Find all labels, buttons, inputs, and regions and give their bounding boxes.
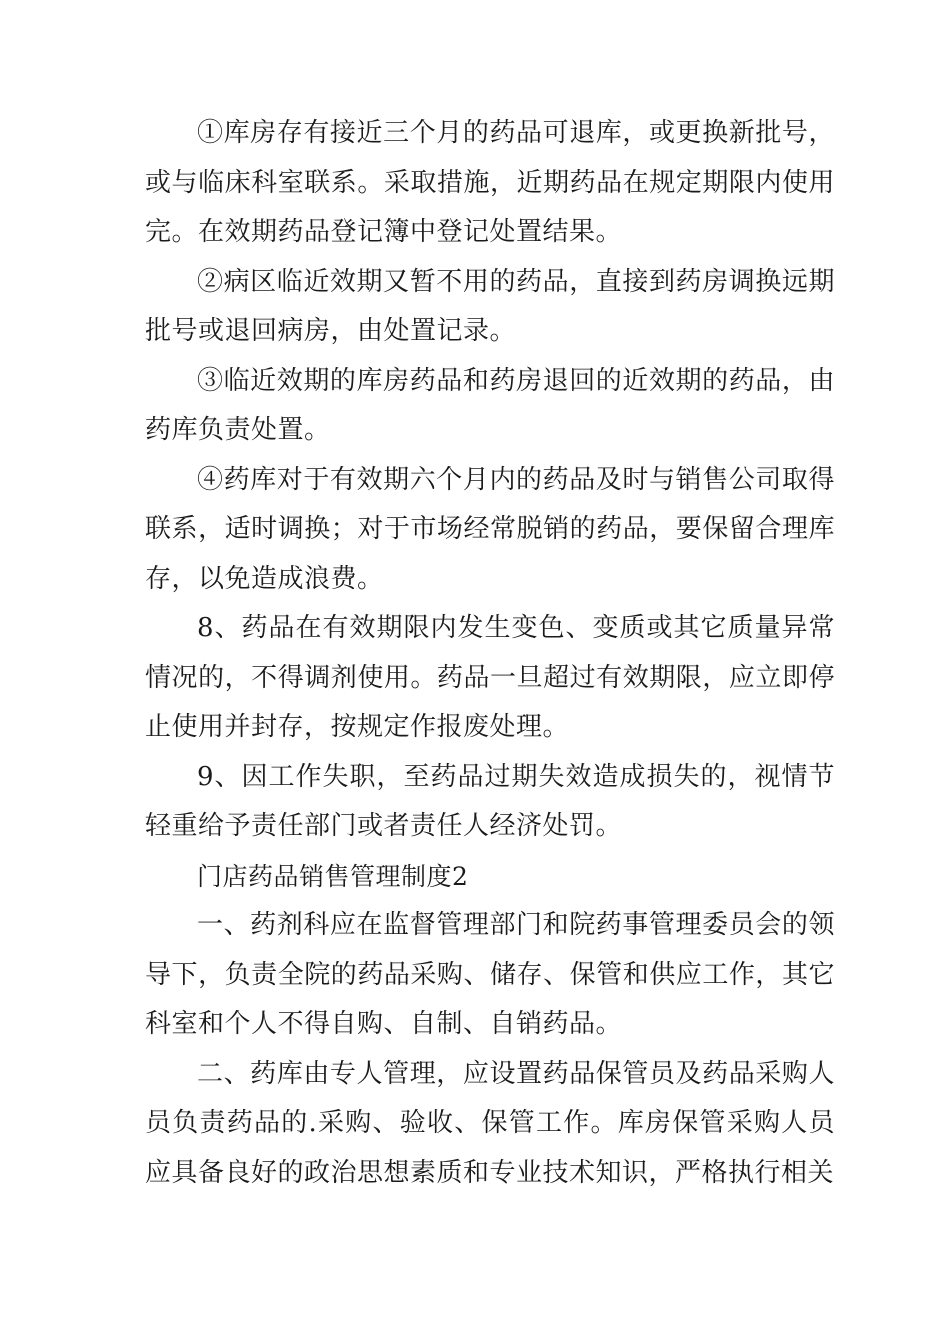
paragraph-item-8: 8、药品在有效期限内发生变色、变质或其它质量异常情况的，不得调剂使用。药品一旦超过有效期限，应立即停止使用并封存，按规定作报废处理。 (145, 613, 835, 742)
paragraph-section-two: 二、药库由专人管理，应设置药品保管员及药品采购人员负责药品的.采购、验收、保管工作。库房保管采购人员应具备良好的政治思想素质和专业技术知识，严格执行相关 (145, 1058, 835, 1188)
paragraph-item-9: 9、因工作失职，至药品过期失效造成损失的，视情节轻重给予责任部门或者责任人经济处罚。 (145, 761, 835, 841)
section-heading: 门店药品销售管理制度2 (197, 861, 469, 891)
paragraph-section-one: 一、药剂科应在监督管理部门和院药事管理委员会的领导下，负责全院的药品采购、储存、保管和供应工作，其它科室和个人不得自购、自制、自销药品。 (145, 910, 835, 1039)
paragraph-warehouse-disposal: ③临近效期的库房药品和药房退回的近效期的药品，由药库负责处置。 (145, 365, 835, 445)
paragraph-supplier-contact: ④药库对于有效期六个月内的药品及时与销售公司取得联系，适时调换；对于市场经常脱销的药品，要保留合理库存，以免造成浪费。 (145, 464, 835, 594)
paragraph-ward-exchange: ②病区临近效期又暂不用的药品，直接到药房调换远期批号或退回病房，由处置记录。 (145, 266, 835, 346)
document-body (145, 109, 835, 1198)
paragraph-expiry-stock-return: ①库房存有接近三个月的药品可退库，或更换新批号，或与临床科室联系。采取措施，近期药品在规定期限内使用完。在效期药品登记簿中登记处置结果。 (145, 118, 835, 247)
